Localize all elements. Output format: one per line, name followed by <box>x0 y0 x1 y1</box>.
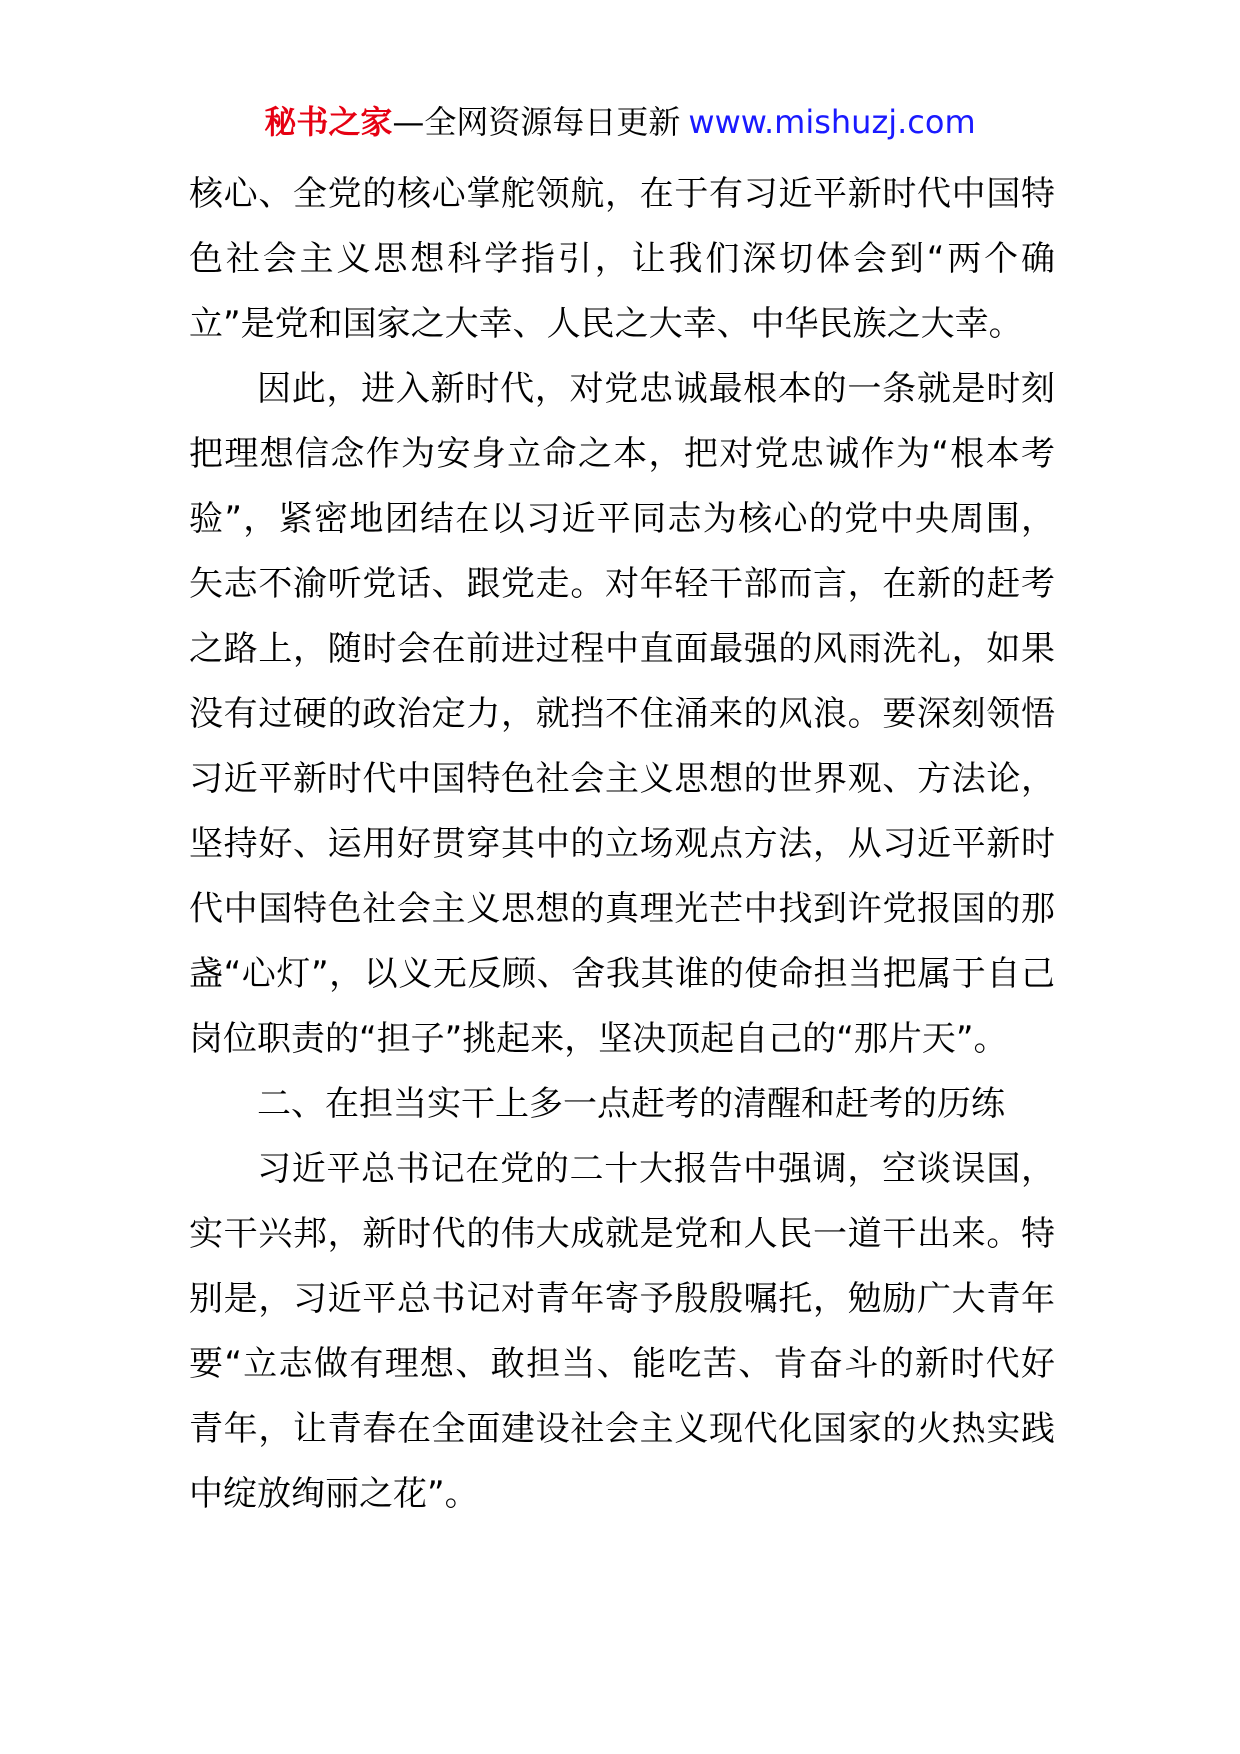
page-header <box>0 100 1240 144</box>
website-url: www.mishuzj.com <box>688 103 976 141</box>
paragraph-continuation: 核心、全党的核心掌舵领航，在于有习近平新时代中国特色社会主义思想科学指引，让我们深切体会到“两个确立”是党和国家之大幸、人民之大幸、中华民族之大幸。 <box>189 174 1055 344</box>
header-slogan: —全网资源每日更新 <box>392 103 681 141</box>
paragraph-practice: 习近平总书记在党的二十大报告中强调，空谈误国，实干兴邦，新时代的伟大成就是党和人民一道干出来。特别是，习近平总书记对青年寄予殷殷嘱托，勉励广大青年要“立志做有理想、敢担当、能吃苦、肯奋斗的新时代好青年，让青春在全面建设社会主义现代化国家的火热实践中绽放绚丽之花”。 <box>189 1149 1055 1514</box>
section-heading: 二、在担当实干上多一点赶考的清醒和赶考的历练 <box>257 1084 1005 1124</box>
document-body <box>189 162 1055 1527</box>
paragraph-loyalty: 因此，进入新时代，对党忠诚最根本的一条就是时刻把理想信念作为安身立命之本，把对党忠诚作为“根本考验”，紧密地团结在以习近平同志为核心的党中央周围，矢志不渝听党话、跟党走。对年轻干部而言，在新的赶考之路上，随时会在前进过程中直面最强的风雨洗礼，如果没有过硬的政治定力，就挡不住涌来的风浪。要深刻领悟习近平新时代中国特色社会主义思想的世界观、方法论，坚持好、运用好贯穿其中的立场观点方法，从习近平新时代中国特色社会主义思想的真理光芒中找到许党报国的那盏“心灯”，以义无反顾、舍我其谁的使命担当把属于自己岗位职责的“担子”挑起来，坚决顶起自己的“那片天”。 <box>189 369 1055 1059</box>
brand-name: 秘书之家 <box>264 103 393 141</box>
